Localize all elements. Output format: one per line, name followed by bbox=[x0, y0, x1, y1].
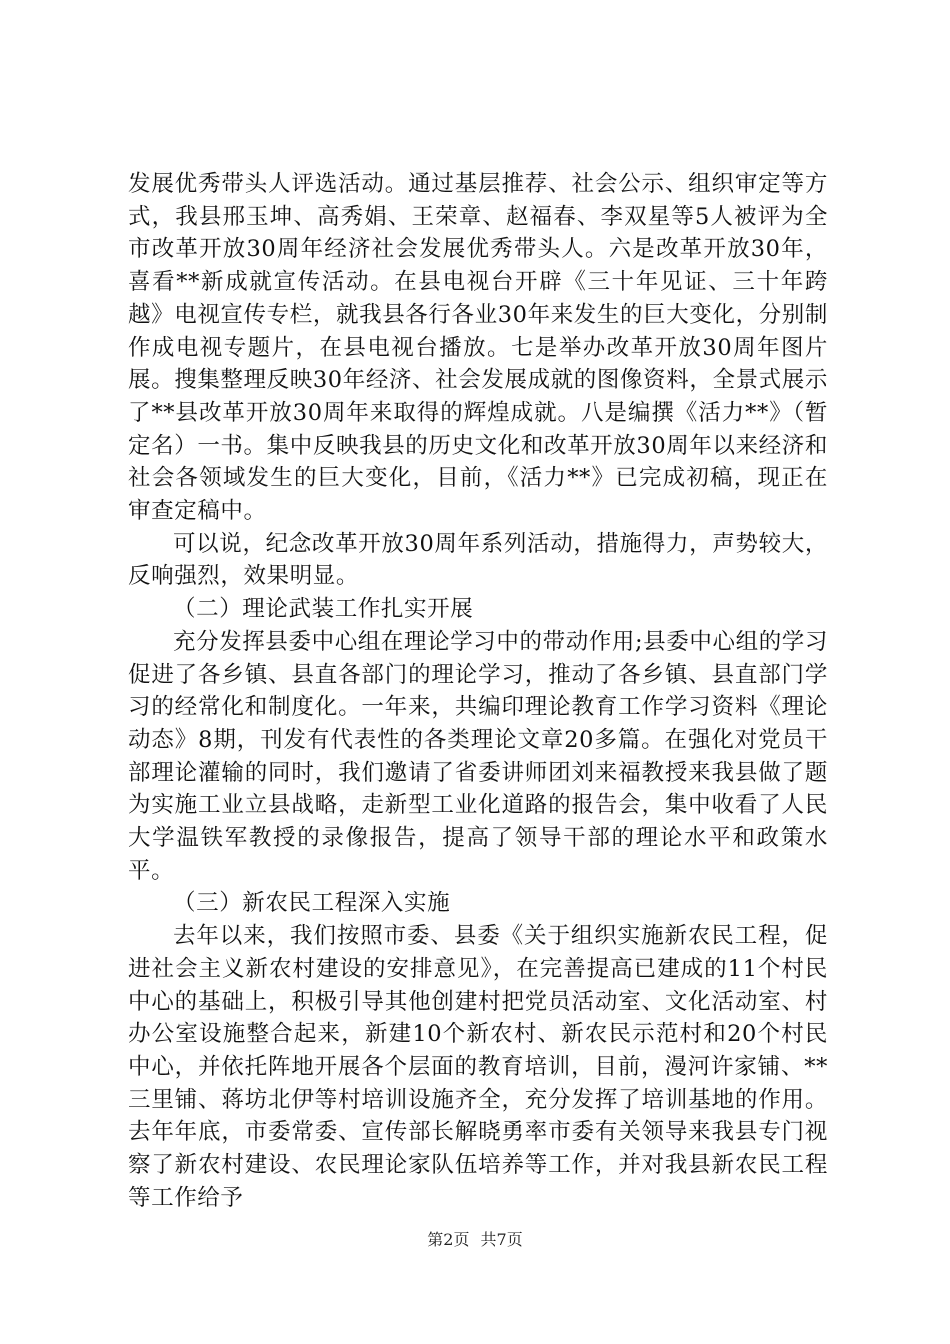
page-total: 共7页 bbox=[480, 1230, 523, 1249]
page-footer bbox=[0, 1227, 950, 1250]
section-heading-new-farmers: （三）新农民工程深入实施 bbox=[173, 890, 451, 917]
paragraph-summary: 可以说，纪念改革开放30周年系列活动，措施得力，声势较大，反响强烈，效果明显。 bbox=[128, 530, 828, 590]
page-number: 第2页 bbox=[427, 1230, 470, 1249]
paragraph-activities-continued: 发展优秀带头人评选活动。通过基层推荐、社会公示、组织审定等方式，我县邢玉坤、高秀娟、王荣章、赵福春、李双星等5人被评为全市改革开放30周年经济社会发展优秀带头人。六是改革开放30年，喜看**新成就宣传活动。在县电视台开辟《三十年见证、三十年跨越》电视宣传专栏，就我县各行各业30年来发生的巨大变化，分别制作成电视专题片，在县电视台播放。七是举办改革开放30周年图片展。搜集整理反映30年经济、社会发展成就的图像资料，全景式展示了**县改革开放30周年来取得的辉煌成就。八是编撰《活力**》（暂定名）一书。集中反映我县的历史文化和改革开放30周年以来经济和社会各领域发生的巨大变化，目前，《活力**》已完成初稿，现正在审查定稿中。 bbox=[128, 171, 828, 525]
section-heading-theory: （二）理论武装工作扎实开展 bbox=[173, 596, 474, 623]
paragraph-theory-study: 充分发挥县委中心组在理论学习中的带动作用;县委中心组的学习促进了各乡镇、县直各部门的理论学习，推动了各乡镇、县直部门学习的经常化和制度化。一年来，共编印理论教育工作学习资料《理论动态》8期，刊发有代表性的各类理论文章20多篇。在强化对党员干部理论灌输的同时，我们邀请了省委讲师团刘来福教授来我县做了题为实施工业立县战略，走新型工业化道路的报告会，集中收看了人民大学温铁军教授的录像报告，提高了领导干部的理论水平和政策水平。 bbox=[128, 628, 828, 884]
document-body bbox=[128, 168, 828, 1215]
paragraph-new-farmers-project: 去年以来，我们按照市委、县委《关于组织实施新农民工程，促进社会主义新农村建设的安排意见》，在完善提高已建成的11个村民中心的基础上，积极引导其他创建村把党员活动室、文化活动室、村办公室设施整合起来，新建10个新农村、新农民示范村和20个村民中心，并依托阵地开展各个层面的教育培训，目前，漫河许家铺、**三里铺、蒋坊北伊等村培训设施齐全，充分发挥了培训基地的作用。去年年底，市委常委、宣传部长解晓勇率市委有关领导来我县专门视察了新农村建设、农民理论家队伍培养等工作，并对我县新农民工程等工作给予 bbox=[128, 923, 828, 1211]
